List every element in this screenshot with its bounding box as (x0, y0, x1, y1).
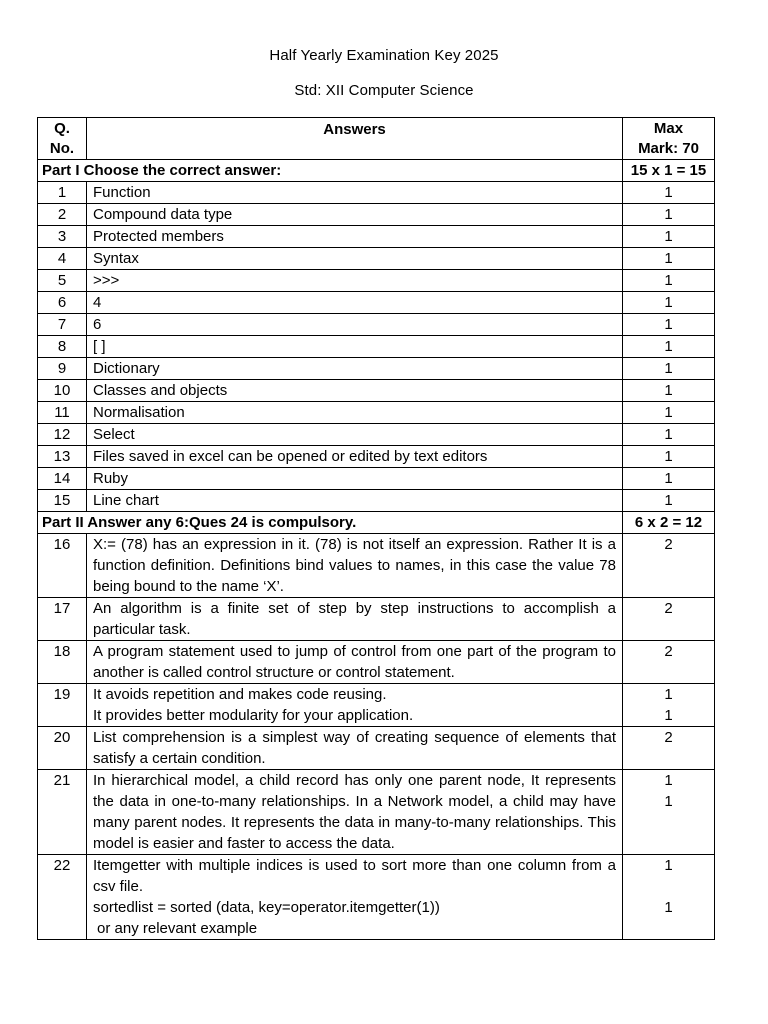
section-header-row (38, 512, 715, 534)
answer-line: sortedlist = sorted (data, key=operator.itemgetter(1)) (93, 899, 440, 916)
question-number: 5 (38, 270, 87, 292)
answer-line: List comprehension is a simplest way of creating sequence of elements that satisfy a certain condition. (93, 729, 616, 767)
table-row (38, 727, 715, 770)
answer-mark (623, 770, 715, 855)
mark-line: 1 (664, 686, 673, 703)
answer-mark: 1 (623, 380, 715, 402)
answer-text: >>> (87, 270, 623, 292)
answer-key-table (37, 117, 715, 940)
answer-text: 4 (87, 292, 623, 314)
table-row (38, 534, 715, 598)
mark-line: 1 (664, 707, 673, 724)
column-header-answers: Answers (87, 118, 623, 160)
page-subtitle: Std: XII Computer Science (294, 82, 474, 99)
table-row (38, 248, 715, 270)
answer-text: Classes and objects (87, 380, 623, 402)
question-number: 4 (38, 248, 87, 270)
answer-mark (623, 598, 715, 641)
answer-line: It avoids repetition and makes code reusing. (93, 686, 387, 703)
table-row (38, 490, 715, 512)
table-row (38, 598, 715, 641)
mark-line: 1 (664, 857, 673, 874)
question-number: 3 (38, 226, 87, 248)
question-number: 21 (38, 770, 87, 855)
question-number: 20 (38, 727, 87, 770)
table-row (38, 402, 715, 424)
question-number: 10 (38, 380, 87, 402)
answer-text: Normalisation (87, 402, 623, 424)
answer-mark: 1 (623, 358, 715, 380)
answer-mark: 1 (623, 182, 715, 204)
answer-line: A program statement used to jump of control from one part of the program to another is called control structure or control statement. (93, 643, 616, 681)
question-number: 11 (38, 402, 87, 424)
answer-text (87, 598, 623, 641)
section-marks: 15 x 1 = 15 (623, 160, 715, 182)
question-number: 18 (38, 641, 87, 684)
answer-mark: 1 (623, 314, 715, 336)
question-number: 2 (38, 204, 87, 226)
answer-line: X:= (78) has an expression in it. (78) is not itself an expression. Rather It is a function definition. Definitions bind values to names, in this case the value 78 being bound to the name ‘X’. (93, 536, 616, 595)
answer-text: Line chart (87, 490, 623, 512)
table-row (38, 314, 715, 336)
question-number: 7 (38, 314, 87, 336)
answer-line: In hierarchical model, a child record has only one parent node, It represents the data in one-to-many relationships. In a Network model, a child may have many parent nodes. It represents the data in many-to-many relationships. This model is easier and faster to access the data. (93, 772, 616, 852)
mark-line: 2 (664, 729, 673, 746)
table-row (38, 204, 715, 226)
mark-line: 1 (664, 899, 673, 916)
answer-mark: 1 (623, 490, 715, 512)
question-number: 13 (38, 446, 87, 468)
column-header-max-mark: Max Mark: 70 (623, 118, 715, 160)
answer-text: Compound data type (87, 204, 623, 226)
section-marks: 6 x 2 = 12 (623, 512, 715, 534)
answer-text: Dictionary (87, 358, 623, 380)
answer-mark: 1 (623, 424, 715, 446)
table-row (38, 292, 715, 314)
question-number: 9 (38, 358, 87, 380)
answer-mark: 1 (623, 204, 715, 226)
answer-text: Function (87, 182, 623, 204)
answer-line: Itemgetter with multiple indices is used to sort more than one column from a csv file. (93, 857, 616, 895)
answer-line: or any relevant example (97, 920, 258, 937)
question-number: 16 (38, 534, 87, 598)
table-row (38, 770, 715, 855)
table-row (38, 358, 715, 380)
table-row (38, 270, 715, 292)
question-number: 14 (38, 468, 87, 490)
answer-mark: 1 (623, 292, 715, 314)
answer-mark (623, 855, 715, 940)
answer-text (87, 855, 623, 940)
question-number: 15 (38, 490, 87, 512)
answer-text: Protected members (87, 226, 623, 248)
answer-text (87, 684, 623, 727)
answer-text: Ruby (87, 468, 623, 490)
answer-mark: 1 (623, 226, 715, 248)
question-number: 19 (38, 684, 87, 727)
column-header-question-no: Q. No. (38, 118, 87, 160)
table-row (38, 380, 715, 402)
table-row (38, 446, 715, 468)
answer-mark: 1 (623, 468, 715, 490)
table-row (38, 641, 715, 684)
table-row (38, 855, 715, 940)
section-title: Part I Choose the correct answer: (38, 160, 623, 182)
page-title: Half Yearly Examination Key 2025 (269, 47, 499, 64)
answer-text (87, 770, 623, 855)
answer-text: Select (87, 424, 623, 446)
question-number: 1 (38, 182, 87, 204)
table-row (38, 684, 715, 727)
table-row (38, 226, 715, 248)
question-number: 8 (38, 336, 87, 358)
answer-text: Syntax (87, 248, 623, 270)
question-number: 12 (38, 424, 87, 446)
mark-line: 2 (664, 643, 673, 660)
answer-mark: 1 (623, 248, 715, 270)
table-row (38, 468, 715, 490)
answer-mark: 1 (623, 270, 715, 292)
answer-text: Files saved in excel can be opened or edited by text editors (87, 446, 623, 468)
mark-line: 1 (664, 793, 673, 810)
table-row (38, 424, 715, 446)
answer-mark (623, 684, 715, 727)
table-row (38, 336, 715, 358)
mark-line: 1 (664, 772, 673, 789)
answer-mark (623, 727, 715, 770)
mark-line (623, 876, 714, 897)
answer-line: An algorithm is a finite set of step by step instructions to accomplish a particular task. (93, 600, 616, 638)
question-number: 22 (38, 855, 87, 940)
answer-text: 6 (87, 314, 623, 336)
answer-text: [ ] (87, 336, 623, 358)
answer-mark (623, 641, 715, 684)
question-number: 6 (38, 292, 87, 314)
answer-mark: 1 (623, 446, 715, 468)
answer-text (87, 534, 623, 598)
answer-text (87, 641, 623, 684)
section-title: Part II Answer any 6:Ques 24 is compulsory. (38, 512, 623, 534)
answer-text (87, 727, 623, 770)
table-header-row (38, 118, 715, 160)
answer-mark: 1 (623, 336, 715, 358)
answer-line: It provides better modularity for your application. (93, 707, 414, 724)
answer-mark: 1 (623, 402, 715, 424)
table-row (38, 182, 715, 204)
mark-line: 2 (664, 536, 673, 553)
section-header-row (38, 160, 715, 182)
question-number: 17 (38, 598, 87, 641)
mark-line: 2 (664, 600, 673, 617)
answer-mark (623, 534, 715, 598)
